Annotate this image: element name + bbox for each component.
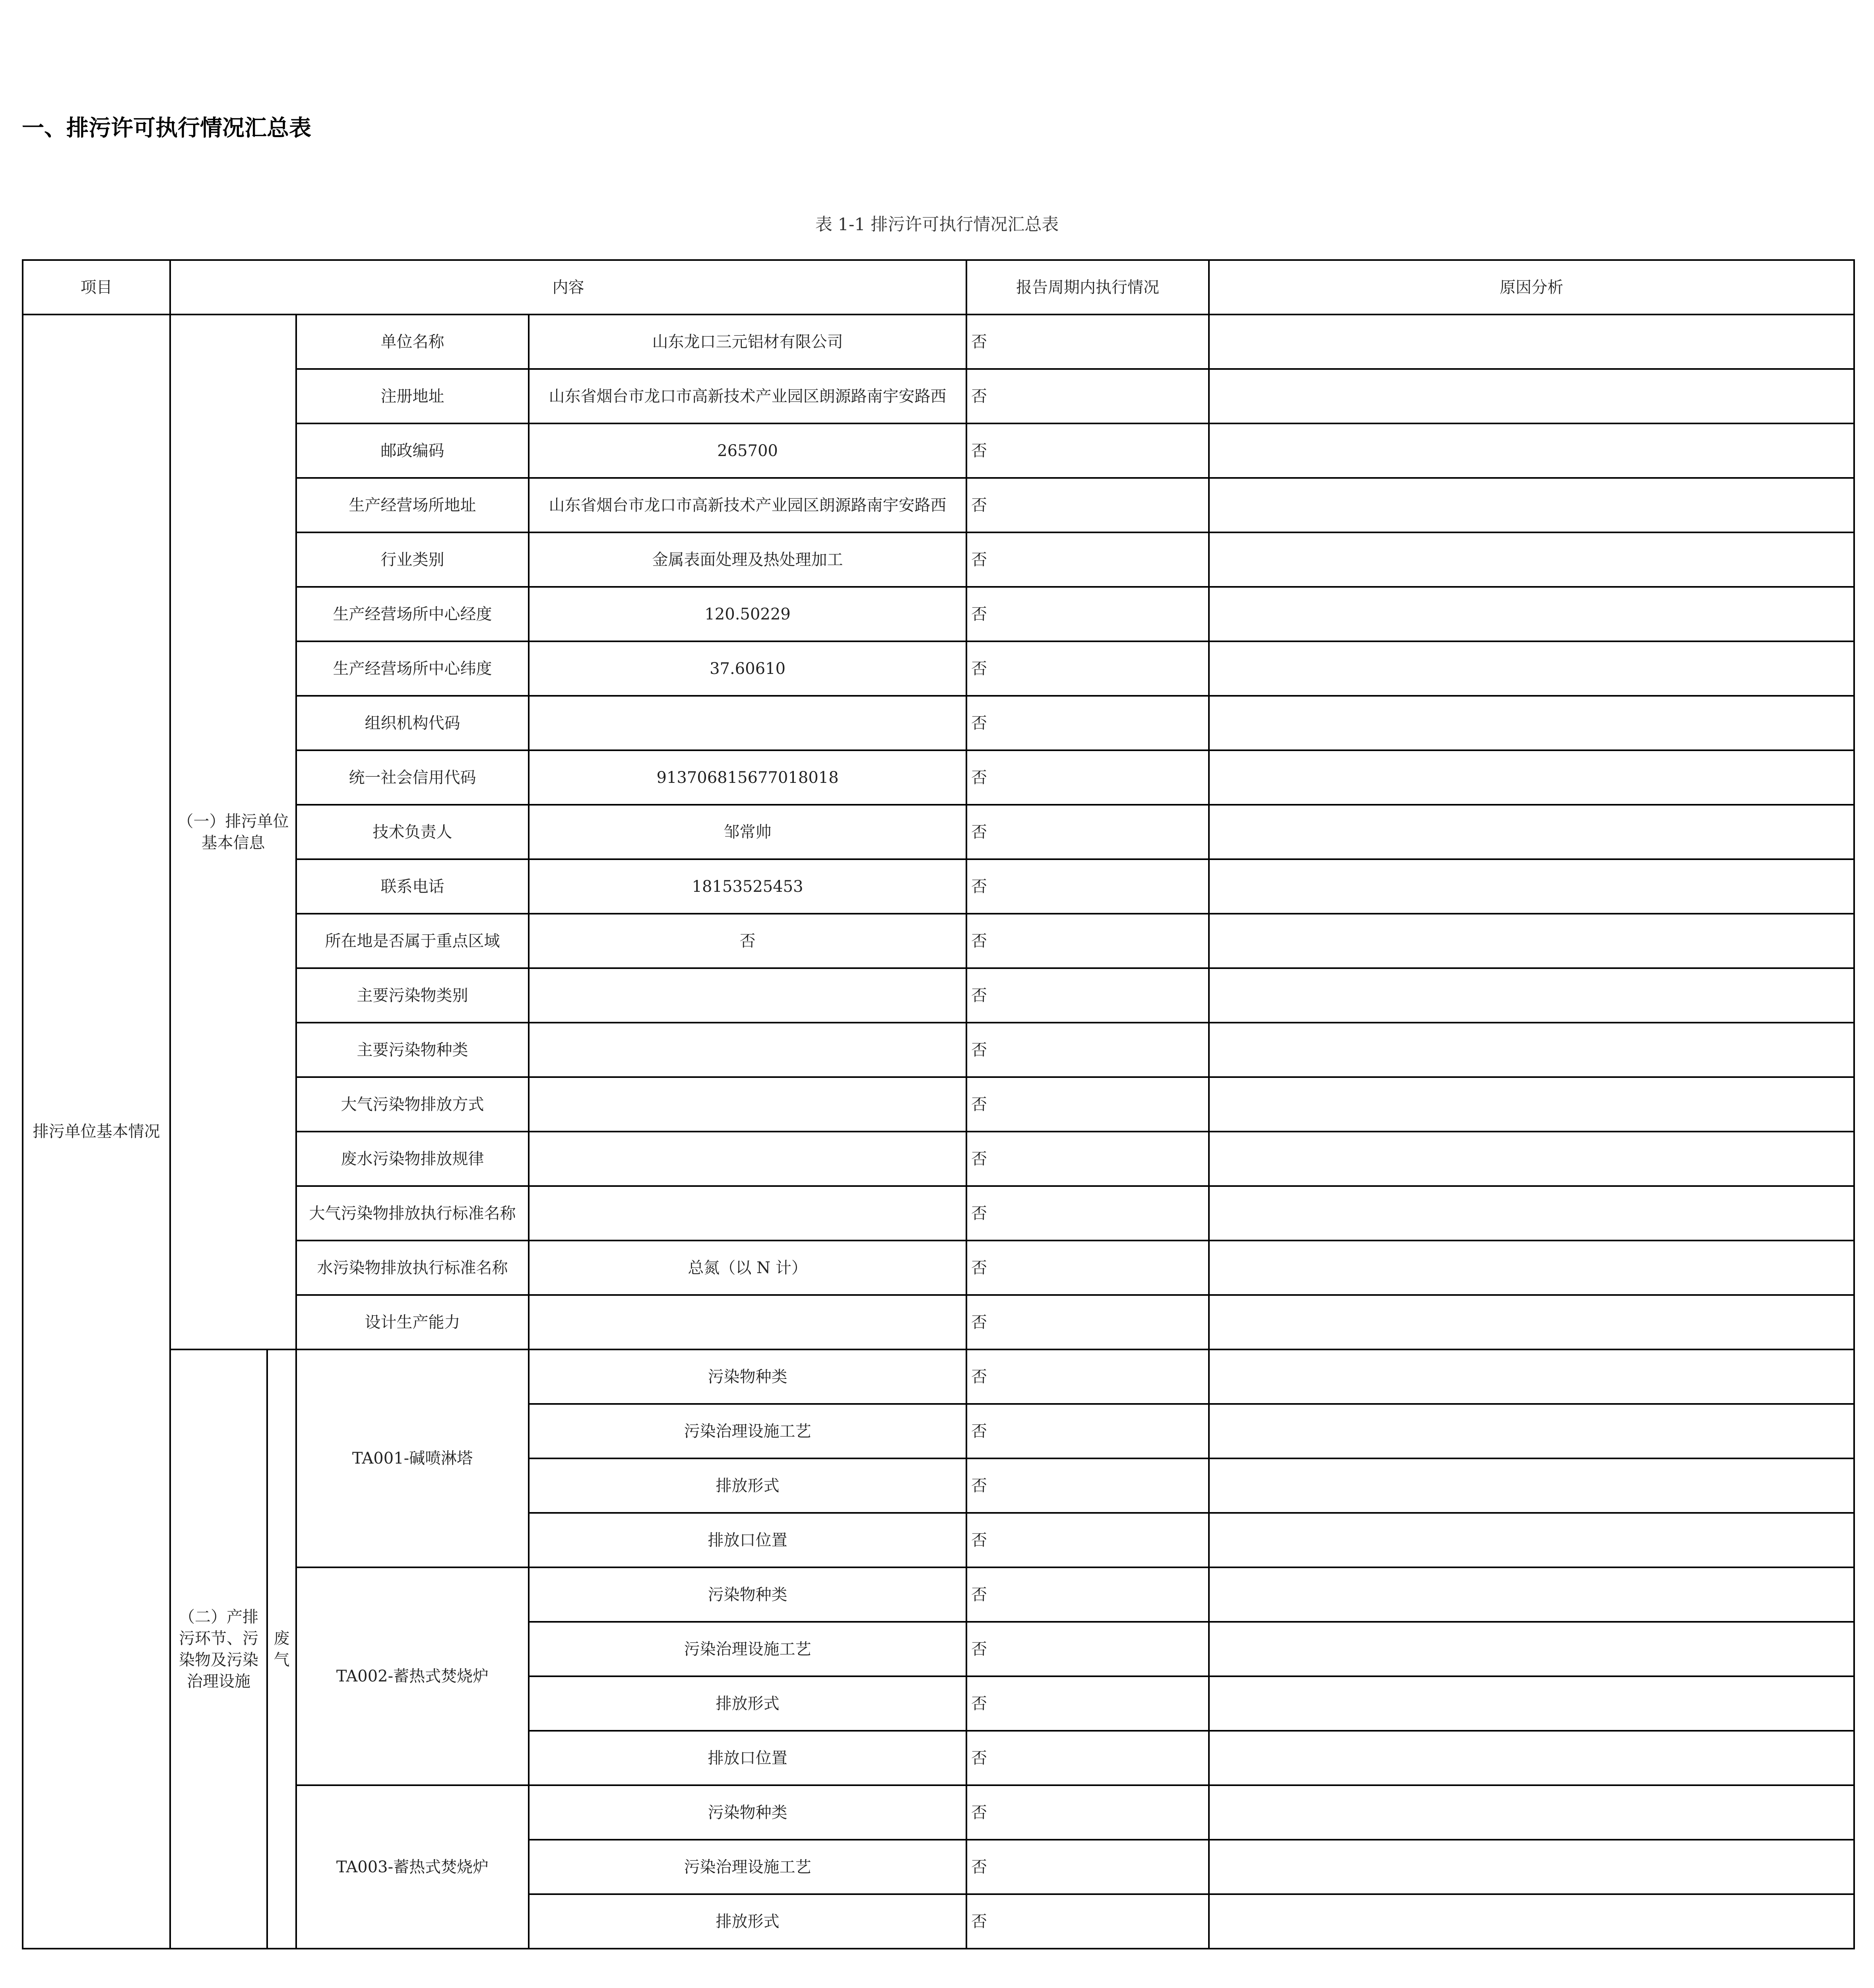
field-label: 大气污染物排放执行标准名称 <box>296 1186 529 1241</box>
field-value <box>529 1186 966 1241</box>
reason-cell <box>1209 1132 1854 1186</box>
field-value <box>529 1295 966 1349</box>
reason-cell <box>1209 1458 1854 1513</box>
status-cell: 否 <box>966 1676 1209 1731</box>
status-cell: 否 <box>966 1567 1209 1622</box>
status-cell: 否 <box>966 587 1209 641</box>
table-row <box>23 423 1854 478</box>
table-row <box>23 696 1854 750</box>
field-value: 山东龙口三元铝材有限公司 <box>529 315 966 369</box>
field-label: 生产经营场所中心经度 <box>296 587 529 641</box>
table-row <box>23 315 1854 369</box>
table-row <box>23 478 1854 532</box>
status-cell: 否 <box>966 423 1209 478</box>
field-label: 大气污染物排放方式 <box>296 1077 529 1132</box>
facility-name-cell: TA002-蓄热式焚烧炉 <box>296 1567 529 1785</box>
table-row <box>23 532 1854 587</box>
status-cell: 否 <box>966 1077 1209 1132</box>
field-value: 37.60610 <box>529 641 966 696</box>
header-item: 项目 <box>23 260 170 315</box>
reason-cell <box>1209 750 1854 805</box>
status-cell: 否 <box>966 1186 1209 1241</box>
reason-cell <box>1209 1676 1854 1731</box>
status-cell: 否 <box>966 1458 1209 1513</box>
header-content: 内容 <box>170 260 966 315</box>
field-label: 行业类别 <box>296 532 529 587</box>
reason-cell <box>1209 1404 1854 1458</box>
field-label: 生产经营场所地址 <box>296 478 529 532</box>
reason-cell <box>1209 1023 1854 1077</box>
field-label: 主要污染物种类 <box>296 1023 529 1077</box>
reason-cell <box>1209 1731 1854 1785</box>
field-label: 污染治理设施工艺 <box>529 1404 966 1458</box>
table-row <box>23 1785 1854 1840</box>
item-label-cell: 排污单位基本情况 <box>23 315 170 1949</box>
table-row <box>23 1077 1854 1132</box>
waste-gas-category-cell: 废气 <box>267 1349 296 1949</box>
field-value <box>529 1132 966 1186</box>
field-label: 污染物种类 <box>529 1785 966 1840</box>
field-label: 排放形式 <box>529 1676 966 1731</box>
status-cell: 否 <box>966 532 1209 587</box>
status-cell: 否 <box>966 315 1209 369</box>
field-label: 联系电话 <box>296 859 529 914</box>
reason-cell <box>1209 1513 1854 1567</box>
status-cell: 否 <box>966 478 1209 532</box>
table-row <box>23 1349 1854 1404</box>
field-label: 主要污染物类别 <box>296 968 529 1023</box>
field-value: 总氮（以 N 计） <box>529 1241 966 1295</box>
status-cell: 否 <box>966 914 1209 968</box>
field-label: 污染物种类 <box>529 1349 966 1404</box>
table-header-row <box>23 260 1854 315</box>
field-value: 金属表面处理及热处理加工 <box>529 532 966 587</box>
section-heading: 一、排污许可执行情况汇总表 <box>22 115 311 141</box>
field-value: 邹常帅 <box>529 805 966 859</box>
reason-cell <box>1209 1349 1854 1404</box>
reason-cell <box>1209 1622 1854 1676</box>
reason-cell <box>1209 1241 1854 1295</box>
reason-cell <box>1209 369 1854 423</box>
status-cell: 否 <box>966 805 1209 859</box>
field-label: 技术负责人 <box>296 805 529 859</box>
reason-cell <box>1209 1785 1854 1840</box>
table-row <box>23 1567 1854 1622</box>
reason-cell <box>1209 532 1854 587</box>
field-value: 山东省烟台市龙口市高新技术产业园区朗源路南宇安路西 <box>529 369 966 423</box>
table-row <box>23 369 1854 423</box>
table-row <box>23 1295 1854 1349</box>
table-row <box>23 641 1854 696</box>
table-row <box>23 914 1854 968</box>
field-label: 所在地是否属于重点区域 <box>296 914 529 968</box>
status-cell: 否 <box>966 968 1209 1023</box>
field-label: 排放口位置 <box>529 1513 966 1567</box>
field-label: 统一社会信用代码 <box>296 750 529 805</box>
reason-cell <box>1209 1077 1854 1132</box>
reason-cell <box>1209 1295 1854 1349</box>
field-label: 污染治理设施工艺 <box>529 1622 966 1676</box>
table-row <box>23 1186 1854 1241</box>
reason-cell <box>1209 968 1854 1023</box>
status-cell: 否 <box>966 1295 1209 1349</box>
header-status: 报告周期内执行情况 <box>966 260 1209 315</box>
field-value <box>529 1077 966 1132</box>
reason-cell <box>1209 1567 1854 1622</box>
reason-cell <box>1209 696 1854 750</box>
field-value <box>529 1023 966 1077</box>
reason-cell <box>1209 1840 1854 1894</box>
field-value: 913706815677018018 <box>529 750 966 805</box>
reason-cell <box>1209 914 1854 968</box>
field-label: 设计生产能力 <box>296 1295 529 1349</box>
permit-summary-table <box>22 259 1855 1949</box>
table-row <box>23 587 1854 641</box>
table-row <box>23 1023 1854 1077</box>
field-value <box>529 968 966 1023</box>
status-cell: 否 <box>966 750 1209 805</box>
table-row <box>23 750 1854 805</box>
status-cell: 否 <box>966 1840 1209 1894</box>
field-label: 邮政编码 <box>296 423 529 478</box>
reason-cell <box>1209 805 1854 859</box>
status-cell: 否 <box>966 696 1209 750</box>
field-value: 265700 <box>529 423 966 478</box>
field-label: 排放口位置 <box>529 1731 966 1785</box>
status-cell: 否 <box>966 1132 1209 1186</box>
status-cell: 否 <box>966 1241 1209 1295</box>
status-cell: 否 <box>966 1513 1209 1567</box>
status-cell: 否 <box>966 1785 1209 1840</box>
facilities-label-cell: （二）产排污环节、污染物及污染治理设施 <box>170 1349 267 1949</box>
status-cell: 否 <box>966 1731 1209 1785</box>
header-reason: 原因分析 <box>1209 260 1854 315</box>
field-value <box>529 696 966 750</box>
facility-name-cell: TA003-蓄热式焚烧炉 <box>296 1785 529 1949</box>
basic-info-label-cell: （一）排污单位基本信息 <box>170 315 296 1349</box>
facility-name-cell: TA001-碱喷淋塔 <box>296 1349 529 1567</box>
status-cell: 否 <box>966 1349 1209 1404</box>
field-label: 排放形式 <box>529 1894 966 1949</box>
status-cell: 否 <box>966 1404 1209 1458</box>
field-label: 废水污染物排放规律 <box>296 1132 529 1186</box>
field-label: 单位名称 <box>296 315 529 369</box>
field-label: 生产经营场所中心纬度 <box>296 641 529 696</box>
field-label: 污染物种类 <box>529 1567 966 1622</box>
status-cell: 否 <box>966 1894 1209 1949</box>
table-caption: 表 1-1 排污许可执行情况汇总表 <box>815 215 1059 235</box>
reason-cell <box>1209 587 1854 641</box>
field-value: 山东省烟台市龙口市高新技术产业园区朗源路南宇安路西 <box>529 478 966 532</box>
field-label: 水污染物排放执行标准名称 <box>296 1241 529 1295</box>
reason-cell <box>1209 859 1854 914</box>
status-cell: 否 <box>966 859 1209 914</box>
reason-cell <box>1209 641 1854 696</box>
field-value: 120.50229 <box>529 587 966 641</box>
table-row <box>23 1241 1854 1295</box>
table-row <box>23 1132 1854 1186</box>
field-value: 18153525453 <box>529 859 966 914</box>
table-row <box>23 859 1854 914</box>
status-cell: 否 <box>966 1622 1209 1676</box>
reason-cell <box>1209 1186 1854 1241</box>
field-label: 组织机构代码 <box>296 696 529 750</box>
status-cell: 否 <box>966 641 1209 696</box>
field-label: 污染治理设施工艺 <box>529 1840 966 1894</box>
status-cell: 否 <box>966 1023 1209 1077</box>
table-row <box>23 805 1854 859</box>
field-label: 注册地址 <box>296 369 529 423</box>
reason-cell <box>1209 478 1854 532</box>
table-row <box>23 968 1854 1023</box>
status-cell: 否 <box>966 369 1209 423</box>
field-label: 排放形式 <box>529 1458 966 1513</box>
reason-cell <box>1209 423 1854 478</box>
reason-cell <box>1209 1894 1854 1949</box>
reason-cell <box>1209 315 1854 369</box>
field-value: 否 <box>529 914 966 968</box>
